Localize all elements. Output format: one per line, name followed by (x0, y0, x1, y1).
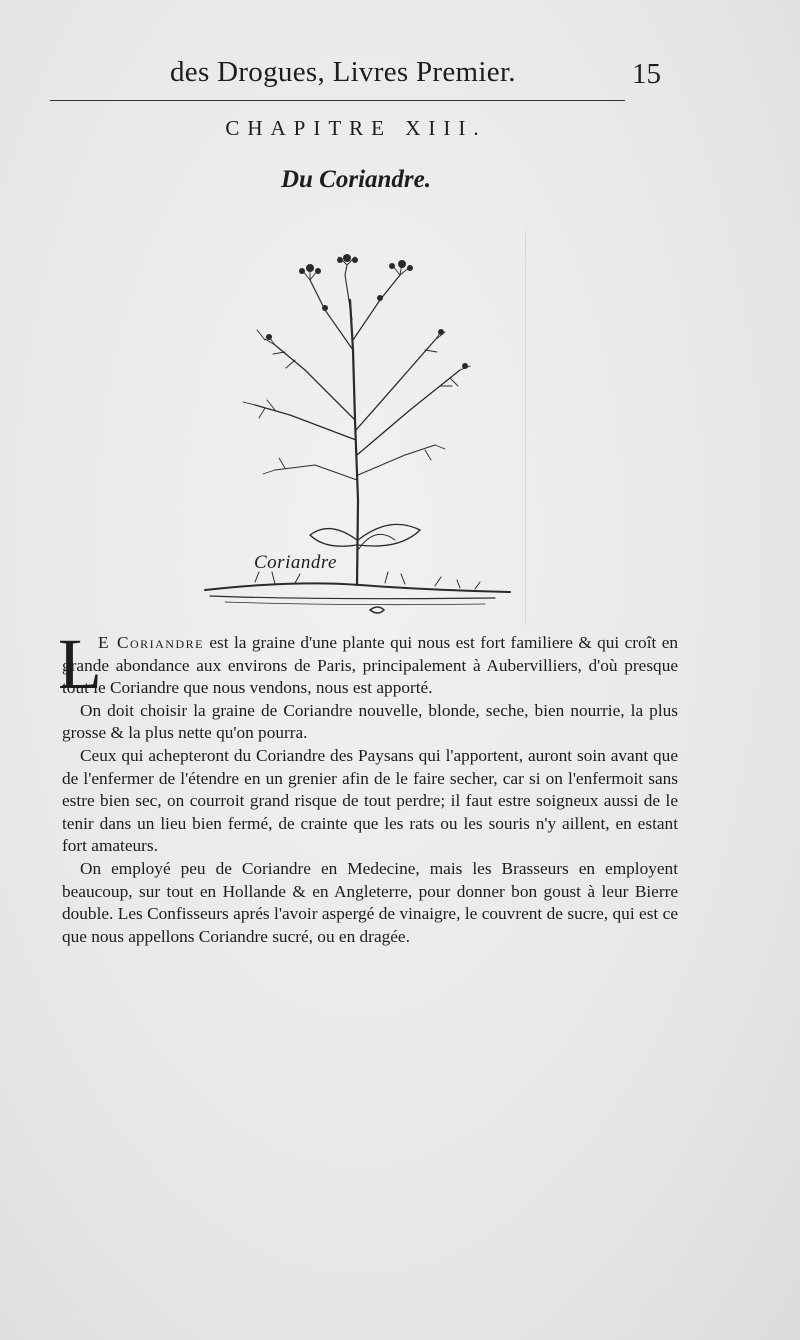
chapter-subtitle: Du Coriandre. (280, 166, 432, 193)
paragraph-4: On employé peu de Coriandre en Medecine, mais les Brasseurs en employent beaucoup, sur tout en Hollande & en Angleterre, pour donner bon goust à leur Bierre double. Les Confisseurs aprés l'avoir aspergé de vinaigre, le couvrent de sucre, qui est ce que nous appellons Coriandre sucré, ou en dragée. (62, 858, 678, 946)
paragraph-1 (62, 632, 678, 700)
drop-cap: L (58, 624, 102, 704)
coriander-plant-illustration (195, 240, 525, 625)
paragraph-2: On doit choisir la graine de Coriandre nouvelle, blonde, seche, bien nourrie, la plus grosse & la plus nette qu'on pourra. (62, 700, 678, 743)
running-title: des Drogues, Livres Premier. (170, 56, 516, 88)
paragraph-1-smallcaps: E Coriandre (98, 633, 204, 652)
paragraph-1-rest: est la graine d'une plante qui nous est fort familiere & qui croît en grande abondance aux environs de Paris, principalement à Aubervilliers, d'où presque tout le Coriandre que nous vendons, nous est apporté. (62, 633, 678, 698)
plate-caption: Coriandre (254, 552, 337, 573)
paragraph-3: Ceux qui achepteront du Coriandre des Paysans qui l'apportent, auront soin avant que de l'enfermer de l'étendre en un grenier afin de le faire secher, car si on l'enfermoit sans estre bien sec, on courroit grand risque de tout perdre; il faut estre soigneux aussi de le tenir dans un lieu bien fermé, de crainte que les rats ou les souris n'y aillent, en estant fort amateurs. (62, 745, 678, 856)
page-header (50, 56, 625, 101)
chapter-heading: CHAPITRE XIII. (225, 116, 487, 140)
body-text (62, 632, 678, 948)
page-number: 15 (632, 58, 661, 90)
